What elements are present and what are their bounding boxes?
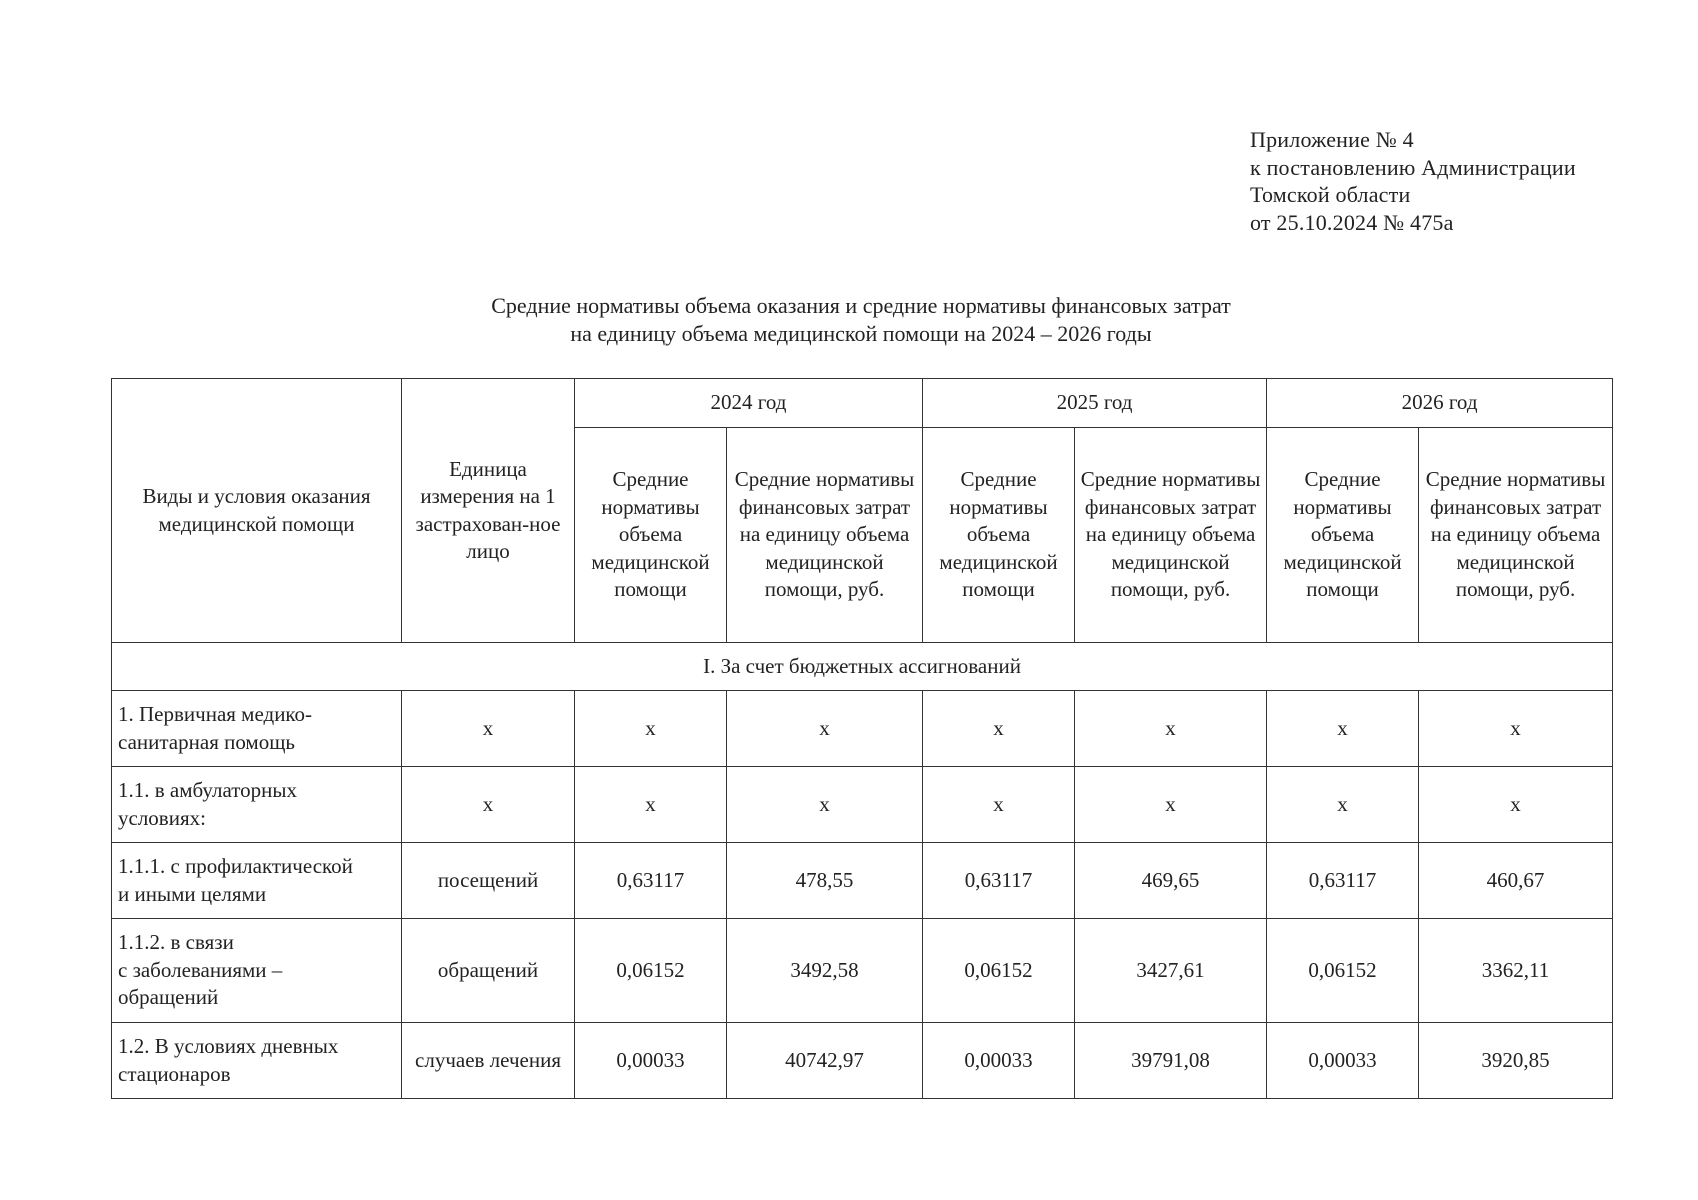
header-volume: Средние нормативы объема медицинской помощи: [923, 428, 1075, 643]
section-row: [112, 643, 1613, 691]
header-cost: Средние нормативы финансовых затрат на единицу объема медицинской помощи, руб.: [727, 428, 923, 643]
row-name: 1. Первичная медико- санитарная помощь: [112, 691, 402, 767]
value-cell: 0,63117: [1267, 843, 1419, 919]
value-cell: х: [575, 691, 727, 767]
value-cell: 460,67: [1419, 843, 1613, 919]
value-cell: 40742,97: [727, 1023, 923, 1099]
row-unit: х: [402, 691, 575, 767]
header-cost: Средние нормативы финансовых затрат на единицу объема медицинской помощи, руб.: [1419, 428, 1613, 643]
value-cell: х: [923, 691, 1075, 767]
table-row: [112, 767, 1613, 843]
row-name: 1.1. в амбулаторных условиях:: [112, 767, 402, 843]
appendix-note: [1250, 126, 1576, 236]
value-cell: 0,63117: [575, 843, 727, 919]
norms-table: [111, 378, 1613, 1099]
row-name: 1.1.1. с профилактической и иными целями: [112, 843, 402, 919]
row-unit: посещений: [402, 843, 575, 919]
row-name: 1.1.2. в связи с заболеваниями – обращений: [112, 919, 402, 1023]
table-row: [112, 843, 1613, 919]
value-cell: 3427,61: [1075, 919, 1267, 1023]
value-cell: х: [1419, 691, 1613, 767]
header-year-2026: 2026 год: [1267, 379, 1613, 428]
value-cell: 3920,85: [1419, 1023, 1613, 1099]
value-cell: х: [923, 767, 1075, 843]
value-cell: х: [1267, 691, 1419, 767]
appendix-line: к постановлению Администрации: [1250, 154, 1576, 180]
table-row: [112, 691, 1613, 767]
section-title: I. За счет бюджетных ассигнований: [112, 643, 1613, 691]
value-cell: 39791,08: [1075, 1023, 1267, 1099]
value-cell: 0,63117: [923, 843, 1075, 919]
value-cell: 0,06152: [923, 919, 1075, 1023]
value-cell: х: [727, 767, 923, 843]
header-volume: Средние нормативы объема медицинской помощи: [1267, 428, 1419, 643]
value-cell: 0,00033: [575, 1023, 727, 1099]
appendix-line: от 25.10.2024 № 475а: [1250, 209, 1454, 235]
title-line: Средние нормативы объема оказания и средние нормативы финансовых затрат: [491, 293, 1231, 318]
value-cell: 3362,11: [1419, 919, 1613, 1023]
title-line: на единицу объема медицинской помощи на 2024 – 2026 годы: [570, 321, 1152, 346]
table-row: [112, 1023, 1613, 1099]
appendix-line: Томской области: [1250, 182, 1411, 207]
value-cell: х: [727, 691, 923, 767]
row-name: 1.2. В условиях дневных стационаров: [112, 1023, 402, 1099]
value-cell: 0,06152: [1267, 919, 1419, 1023]
value-cell: 0,00033: [1267, 1023, 1419, 1099]
row-unit: случаев лечения: [402, 1023, 575, 1099]
value-cell: 478,55: [727, 843, 923, 919]
header-volume: Средние нормативы объема медицинской помощи: [575, 428, 727, 643]
header-kind: Виды и условия оказания медицинской помощи: [112, 379, 402, 643]
row-unit: обращений: [402, 919, 575, 1023]
header-year-2024: 2024 год: [575, 379, 923, 428]
value-cell: 0,06152: [575, 919, 727, 1023]
value-cell: х: [1075, 767, 1267, 843]
value-cell: х: [575, 767, 727, 843]
header-year-2025: 2025 год: [923, 379, 1267, 428]
value-cell: 469,65: [1075, 843, 1267, 919]
value-cell: х: [1267, 767, 1419, 843]
value-cell: х: [1075, 691, 1267, 767]
header-cost: Средние нормативы финансовых затрат на единицу объема медицинской помощи, руб.: [1075, 428, 1267, 643]
document-title: [111, 292, 1611, 348]
value-cell: 0,00033: [923, 1023, 1075, 1099]
header-unit: Единица измерения на 1 застрахован-ное лицо: [402, 379, 575, 643]
value-cell: х: [1419, 767, 1613, 843]
header-row-years: [112, 379, 1613, 428]
value-cell: 3492,58: [727, 919, 923, 1023]
row-unit: х: [402, 767, 575, 843]
appendix-line: Приложение № 4: [1250, 127, 1414, 152]
table-row: [112, 919, 1613, 1023]
